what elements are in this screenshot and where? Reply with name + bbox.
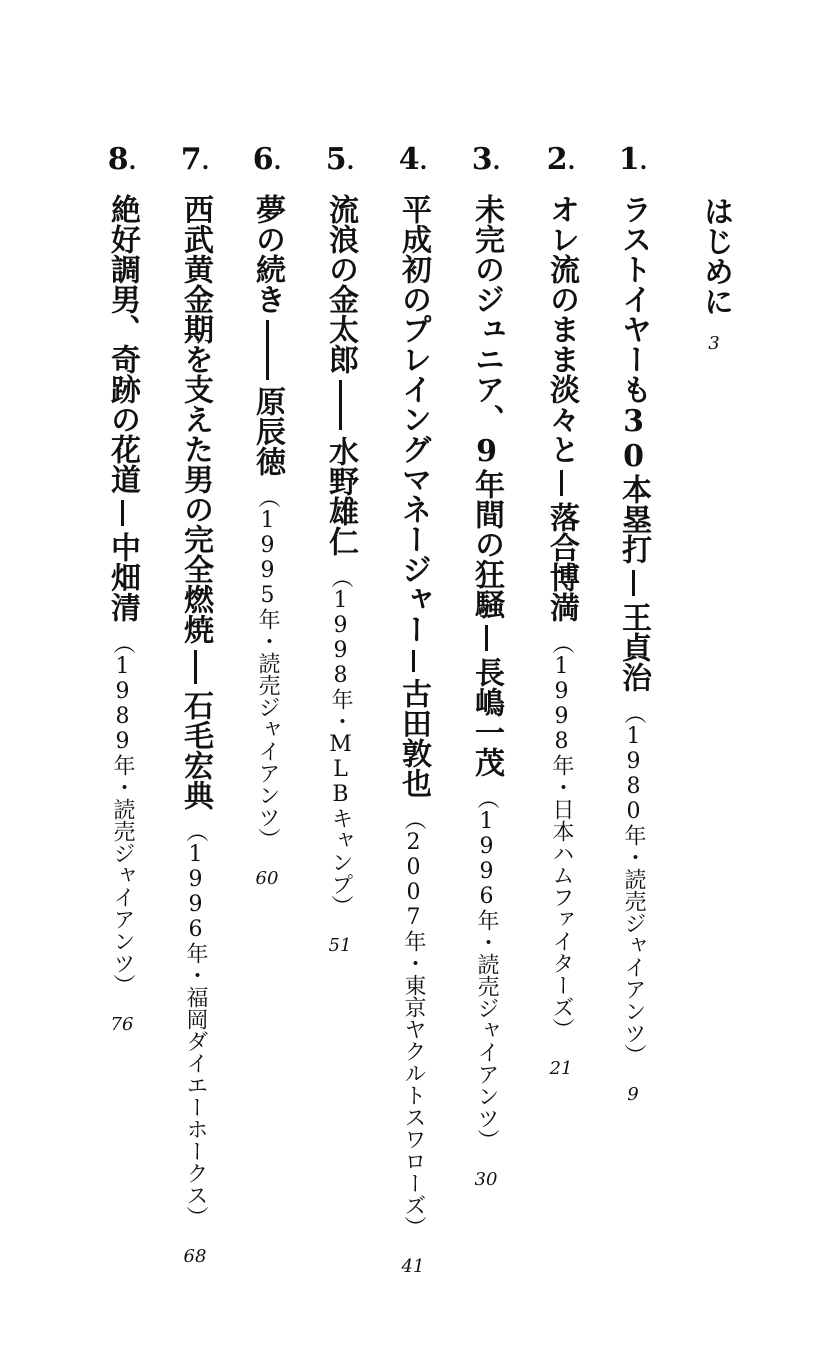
em-dash [266,320,269,380]
chapter-number: 2. [546,142,576,177]
em-dash [412,650,415,672]
chapter-page-number: 60 [255,868,279,889]
chapter-title: 夢の続き [250,194,285,314]
em-dash [194,650,197,684]
chapter-person: 水野雄仁 [323,436,358,556]
chapter-entry[interactable] [613,194,653,1105]
chapter-entry[interactable] [393,194,433,1277]
chapter-entry[interactable] [247,194,287,889]
chapter-title: 流浪の金太郎 [323,194,358,374]
chapter-note: （1996年・読売ジャイアンツ） [474,787,499,1151]
chapter-title: ラストイヤーも30本塁打 [616,194,651,564]
chapter-entry[interactable] [175,194,215,1267]
intro-title: はじめに [698,196,733,316]
chapter-title: 未完のジュニア、9年間の狂騒 [469,194,504,619]
chapter-entry[interactable] [320,194,360,956]
chapter-number: 8. [107,142,137,177]
chapter-person: 古田敦也 [396,678,431,798]
chapter-number: 4. [398,142,428,177]
intro-page-number: 3 [708,333,720,354]
chapter-note: （1998年・MLBキャンプ） [328,566,353,917]
chapter-entry[interactable] [541,194,581,1079]
chapter-note: （1996年・福岡ダイエーホークス） [183,820,208,1228]
chapter-note: （1980年・読売ジャイアンツ） [621,702,646,1066]
chapter-page-number: 9 [627,1084,639,1105]
em-dash [339,380,342,430]
chapter-number: 3. [471,142,501,177]
chapter-note: （1995年・読売ジャイアンツ） [255,486,280,850]
chapter-number: 5. [325,142,355,177]
chapter-page-number: 41 [401,1256,425,1277]
chapter-person: 石毛宏典 [178,690,213,810]
chapter-person: 中畑清 [105,532,140,622]
chapter-page-number: 30 [474,1169,498,1190]
chapter-page-number: 76 [110,1014,134,1035]
chapter-page-number: 51 [328,935,352,956]
chapter-number: 1. [618,142,648,177]
chapter-number: 7. [180,142,210,177]
chapter-number: 6. [252,142,282,177]
chapter-page-number: 21 [549,1058,573,1079]
chapter-title: オレ流のまま淡々と [544,194,579,464]
em-dash [632,570,635,596]
chapter-title: 絶好調男、奇跡の花道 [105,194,140,494]
chapter-person: 原辰徳 [250,386,285,476]
chapter-page-number: 68 [183,1246,207,1267]
chapter-note: （1989年・読売ジャイアンツ） [110,632,135,996]
chapter-person: 長嶋一茂 [469,657,504,777]
chapter-note: （2007年・東京ヤクルトスワローズ） [401,808,426,1238]
chapter-title: 西武黄金期を支えた男の完全燃焼 [178,194,213,644]
chapter-note: （1998年・日本ハムファイターズ） [549,632,574,1040]
chapter-entry[interactable] [102,194,142,1035]
em-dash [560,470,563,496]
chapter-person: 落合博満 [544,502,579,622]
chapter-title: 平成初のプレイングマネージャー [396,194,431,644]
chapter-entry[interactable] [466,194,506,1190]
em-dash [121,500,124,526]
em-dash [485,625,488,651]
chapter-person: 王貞治 [616,602,651,692]
